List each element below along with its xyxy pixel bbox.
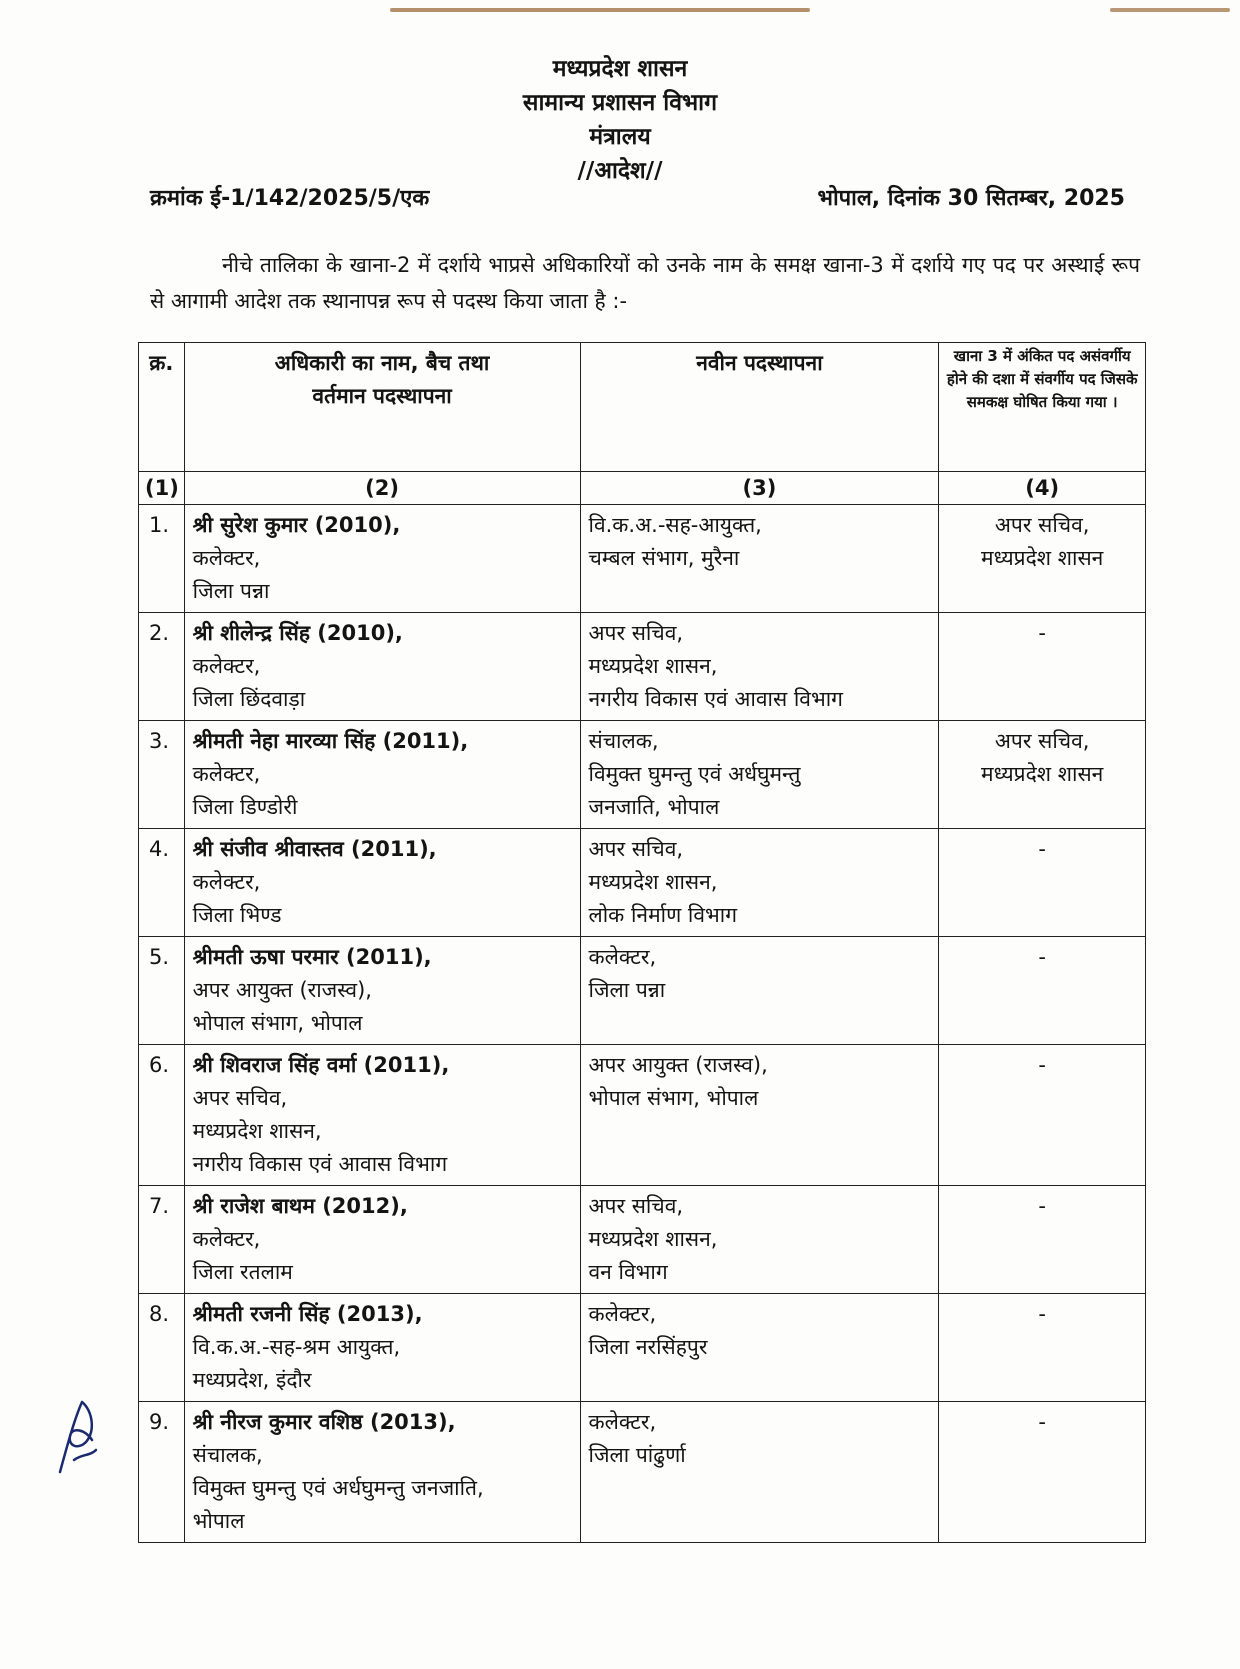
equivalent-post-cell xyxy=(939,613,1146,721)
new-posting-cell xyxy=(580,505,939,613)
equivalent-post-cell xyxy=(939,829,1146,937)
officer-cell xyxy=(184,1186,580,1294)
equivalent-post-line: मध्यप्रदेश शासन xyxy=(981,546,1104,570)
new-posting-line: अपर सचिव, xyxy=(588,837,684,861)
officer-cell xyxy=(184,505,580,613)
table-header-row xyxy=(139,343,1146,472)
column-number: (4) xyxy=(939,472,1146,505)
officer-name: श्री संजीव श्रीवास्तव (2011), xyxy=(192,837,437,861)
document-header xyxy=(0,52,1240,188)
new-posting-cell xyxy=(580,1186,939,1294)
current-posting-line: कलेक्टर, xyxy=(192,546,261,570)
officer-name: श्री राजेश बाथम (2012), xyxy=(192,1194,408,1218)
header-government: मध्यप्रदेश शासन xyxy=(552,56,688,82)
officer-name: श्रीमती रजनी सिंह (2013), xyxy=(192,1302,423,1326)
new-posting-line: मध्यप्रदेश शासन, xyxy=(588,1227,718,1251)
new-posting-line: वि.क.अ.-सह-आयुक्त, xyxy=(588,513,762,537)
officer-name: श्री शिवराज सिंह वर्मा (2011), xyxy=(192,1053,450,1077)
officer-name: श्रीमती नेहा मारव्या सिंह (2011), xyxy=(192,729,469,753)
new-posting-line: अपर आयुक्त (राजस्व), xyxy=(588,1053,768,1077)
table-row xyxy=(139,1186,1146,1294)
new-posting-cell xyxy=(580,721,939,829)
new-posting-cell xyxy=(580,1294,939,1402)
header-ministry: मंत्रालय xyxy=(589,124,651,150)
table-row xyxy=(139,1045,1146,1186)
new-posting-line: अपर सचिव, xyxy=(588,621,684,645)
header-order-title: //आदेश// xyxy=(577,158,663,184)
current-posting-line: जिला पन्ना xyxy=(192,579,270,603)
table-row xyxy=(139,937,1146,1045)
new-posting-line: संचालक, xyxy=(588,729,659,753)
equivalent-post-line: - xyxy=(1038,1053,1046,1077)
officer-cell xyxy=(184,829,580,937)
serial-number: 4. xyxy=(139,829,185,937)
current-posting-line: जिला डिण्डोरी xyxy=(192,795,298,819)
page-edge-mark xyxy=(390,8,810,12)
equivalent-post-cell xyxy=(939,937,1146,1045)
serial-number: 7. xyxy=(139,1186,185,1294)
current-posting-line: जिला छिंदवाड़ा xyxy=(192,687,306,711)
current-posting-line: कलेक्टर, xyxy=(192,762,261,786)
current-posting-line: मध्यप्रदेश, इंदौर xyxy=(192,1368,312,1392)
new-posting-line: कलेक्टर, xyxy=(588,1410,657,1434)
equivalent-post-line: - xyxy=(1038,1302,1046,1326)
column-number-row xyxy=(139,472,1146,505)
table-row xyxy=(139,505,1146,613)
new-posting-line: कलेक्टर, xyxy=(588,945,657,969)
new-posting-line: जनजाति, भोपाल xyxy=(588,795,720,819)
equivalent-post-line: - xyxy=(1038,621,1046,645)
equivalent-post-line: - xyxy=(1038,837,1046,861)
table-row xyxy=(139,1294,1146,1402)
column-number: (1) xyxy=(139,472,185,505)
current-posting-line: अपर आयुक्त (राजस्व), xyxy=(192,978,372,1002)
officer-name: श्रीमती ऊषा परमार (2011), xyxy=(192,945,432,969)
current-posting-line: विमुक्त घुमन्तु एवं अर्धघुमन्तु जनजाति, xyxy=(192,1476,484,1500)
table-row xyxy=(139,829,1146,937)
new-posting-line: जिला नरसिंहपुर xyxy=(588,1335,708,1359)
serial-number: 1. xyxy=(139,505,185,613)
new-posting-cell xyxy=(580,613,939,721)
signature-initial xyxy=(52,1390,102,1480)
new-posting-line: वन विभाग xyxy=(588,1260,668,1284)
officer-cell xyxy=(184,1045,580,1186)
current-posting-line: कलेक्टर, xyxy=(192,1227,261,1251)
current-posting-line: नगरीय विकास एवं आवास विभाग xyxy=(192,1152,448,1176)
table-row xyxy=(139,613,1146,721)
new-posting-line: विमुक्त घुमन्तु एवं अर्धघुमन्तु xyxy=(588,762,801,786)
new-posting-line: लोक निर्माण विभाग xyxy=(588,903,738,927)
current-posting-line: वि.क.अ.-सह-श्रम आयुक्त, xyxy=(192,1335,401,1359)
equivalent-post-line: अपर सचिव, xyxy=(994,729,1090,753)
page-edge-mark xyxy=(1110,8,1230,12)
intro-paragraph: नीचे तालिका के खाना-2 में दर्शाये भाप्रसे अधिकारियों को उनके नाम के समक्ष खाना-3 में दर्शाये गए पद पर अस्थाई रूप से आगामी आदेश तक स्थानापन्न रूप से पदस्थ किया जाता है :- xyxy=(150,253,1140,313)
equivalent-post-line: - xyxy=(1038,1194,1046,1218)
order-date: भोपाल, दिनांक 30 सितम्बर, 2025 xyxy=(817,186,1125,211)
serial-number: 8. xyxy=(139,1294,185,1402)
equivalent-post-cell xyxy=(939,1294,1146,1402)
header-officer: अधिकारी का नाम, बैच तथा वर्तमान पदस्थापना xyxy=(184,343,580,472)
current-posting-line: मध्यप्रदेश शासन, xyxy=(192,1119,322,1143)
equivalent-post-line: अपर सचिव, xyxy=(994,513,1090,537)
equivalent-post-cell xyxy=(939,721,1146,829)
new-posting-line: नगरीय विकास एवं आवास विभाग xyxy=(588,687,843,711)
equivalent-post-cell xyxy=(939,505,1146,613)
reference-row xyxy=(150,182,1125,216)
equivalent-post-line: - xyxy=(1038,1410,1046,1434)
current-posting-line: भोपाल संभाग, भोपाल xyxy=(192,1011,363,1035)
table-body xyxy=(139,505,1146,1543)
officer-name: श्री नीरज कुमार वशिष्ठ (2013), xyxy=(192,1410,456,1434)
officer-cell xyxy=(184,1294,580,1402)
new-posting-line: जिला पांढुर्णा xyxy=(588,1443,686,1467)
equivalent-post-line: - xyxy=(1038,945,1046,969)
column-number: (3) xyxy=(580,472,939,505)
header-new-posting: नवीन पदस्थापना xyxy=(580,343,939,472)
new-posting-line: चम्बल संभाग, मुरैना xyxy=(588,546,740,570)
header-department: सामान्य प्रशासन विभाग xyxy=(522,90,718,116)
current-posting-line: कलेक्टर, xyxy=(192,654,261,678)
equivalent-post-cell xyxy=(939,1045,1146,1186)
equivalent-post-cell xyxy=(939,1402,1146,1543)
current-posting-line: संचालक, xyxy=(192,1443,263,1467)
officer-name: श्री शीलेन्द्र सिंह (2010), xyxy=(192,621,403,645)
new-posting-cell xyxy=(580,1402,939,1543)
column-number: (2) xyxy=(184,472,580,505)
table-row xyxy=(139,1402,1146,1543)
new-posting-cell xyxy=(580,937,939,1045)
header-serial: क्र. xyxy=(139,343,185,472)
officer-cell xyxy=(184,613,580,721)
officer-cell xyxy=(184,937,580,1045)
new-posting-cell xyxy=(580,829,939,937)
posting-table xyxy=(138,342,1146,1543)
officer-cell xyxy=(184,1402,580,1543)
new-posting-line: मध्यप्रदेश शासन, xyxy=(588,870,718,894)
serial-number: 3. xyxy=(139,721,185,829)
new-posting-cell xyxy=(580,1045,939,1186)
equivalent-post-line: मध्यप्रदेश शासन xyxy=(981,762,1104,786)
new-posting-line: भोपाल संभाग, भोपाल xyxy=(588,1086,759,1110)
current-posting-line: अपर सचिव, xyxy=(192,1086,288,1110)
serial-number: 2. xyxy=(139,613,185,721)
header-equivalent-post: खाना 3 में अंकित पद असंवर्गीय होने की दशा में संवर्गीय पद जिसके समकक्ष घोषित किया गया । xyxy=(939,343,1146,472)
new-posting-line: अपर सचिव, xyxy=(588,1194,684,1218)
current-posting-line: कलेक्टर, xyxy=(192,870,261,894)
serial-number: 5. xyxy=(139,937,185,1045)
current-posting-line: भोपाल xyxy=(192,1509,245,1533)
current-posting-line: जिला भिण्ड xyxy=(192,903,282,927)
new-posting-line: कलेक्टर, xyxy=(588,1302,657,1326)
new-posting-line: जिला पन्ना xyxy=(588,978,666,1002)
serial-number: 6. xyxy=(139,1045,185,1186)
equivalent-post-cell xyxy=(939,1186,1146,1294)
table-row xyxy=(139,721,1146,829)
officer-name: श्री सुरेश कुमार (2010), xyxy=(192,513,401,537)
new-posting-line: मध्यप्रदेश शासन, xyxy=(588,654,718,678)
serial-number: 9. xyxy=(139,1402,185,1543)
officer-cell xyxy=(184,721,580,829)
reference-number: क्रमांक ई-1/142/2025/5/एक xyxy=(150,186,430,211)
current-posting-line: जिला रतलाम xyxy=(192,1260,293,1284)
